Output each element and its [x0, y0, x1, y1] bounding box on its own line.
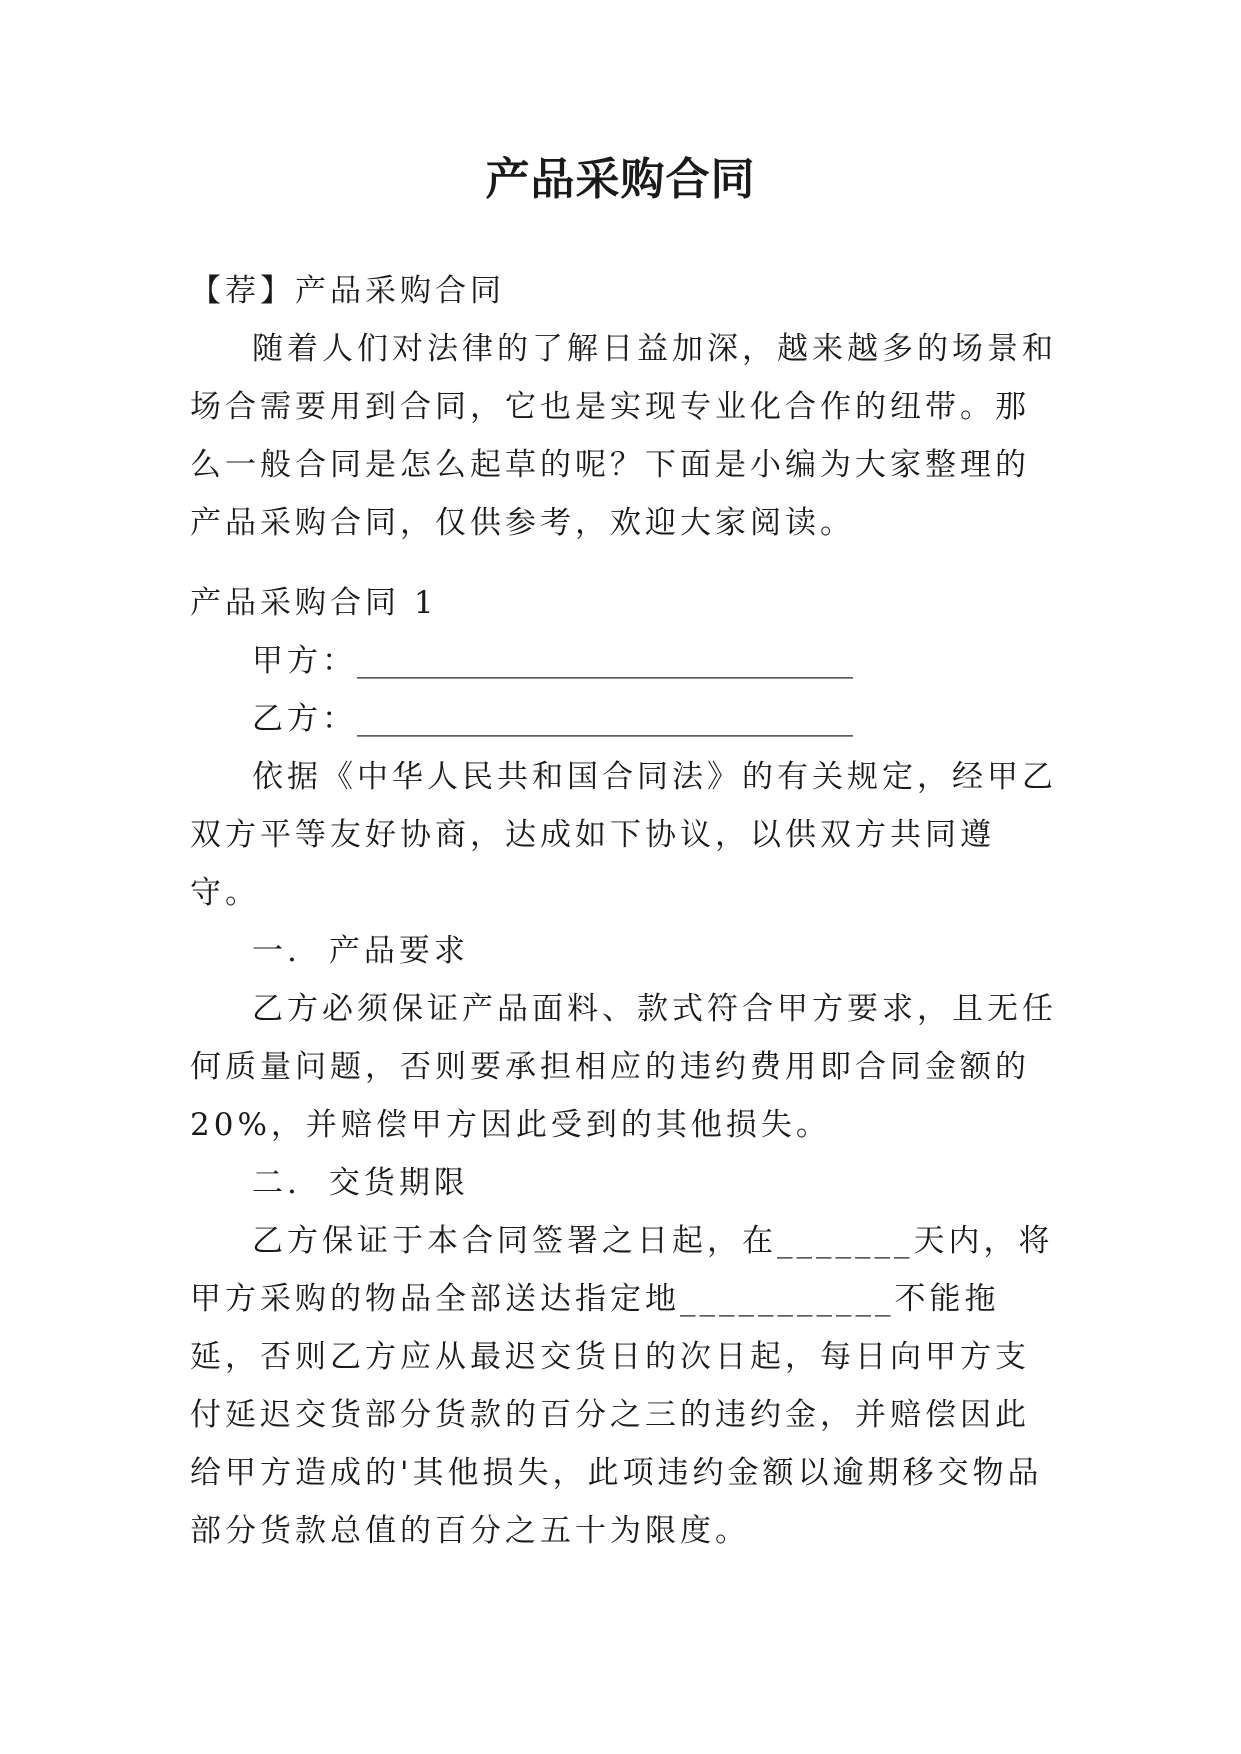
- contract-block: [190, 574, 1060, 1560]
- party-a-blank[interactable]: ________________________________: [357, 643, 853, 679]
- section-1-heading: [190, 922, 1060, 980]
- section-1-title: 产品要求: [328, 933, 469, 969]
- document-title: 产品采购合同: [485, 154, 756, 205]
- party-b-label: 乙方：: [252, 701, 357, 737]
- party-b-line: [190, 690, 1060, 748]
- intro-paragraph: 随着人们对法律的了解日益加深，越来越多的场景和场合需要用到合同，它也是实现专业化合作的纽带。那么一般合同是怎么起草的呢？下面是小编为大家整理的产品采购合同，仅供参考，欢迎大家阅读。: [190, 331, 1057, 541]
- party-a-label: 甲方：: [252, 643, 357, 679]
- intro-block: [190, 262, 1060, 552]
- section-2-number: 二.: [252, 1165, 301, 1201]
- section-2-title: 交货期限: [328, 1165, 469, 1201]
- recommend-line: 【荐】产品采购合同: [190, 273, 505, 309]
- section-2-heading: [190, 1154, 1060, 1212]
- basis-paragraph: 依据《中华人民共和国合同法》的有关规定，经甲乙双方平等友好协商，达成如下协议，以供双方共同遵守。: [190, 759, 1057, 911]
- section-1-text: 乙方必须保证产品面料、款式符合甲方要求，且无任何质量问题，否则要承担相应的违约费用即合同金额的20%，并赔偿甲方因此受到的其他损失。: [190, 991, 1057, 1143]
- section-2-text: 乙方保证于本合同签署之日起，在_______天内，将甲方采购的物品全部送达指定地___________不能拖延，否则乙方应从最迟交货日的次日起，每日向甲方支付延迟交货部分货款的百分之三的违约金，并赔偿因此给甲方造成的'其他损失，此项违约金额以逾期移交物品部分货款总值的百分之五十为限度。: [190, 1223, 1054, 1549]
- party-a-line: [190, 632, 1060, 690]
- party-b-blank[interactable]: ________________________________: [357, 701, 853, 737]
- contract-heading: 产品采购合同 1: [190, 585, 438, 621]
- section-1-number: 一.: [252, 933, 301, 969]
